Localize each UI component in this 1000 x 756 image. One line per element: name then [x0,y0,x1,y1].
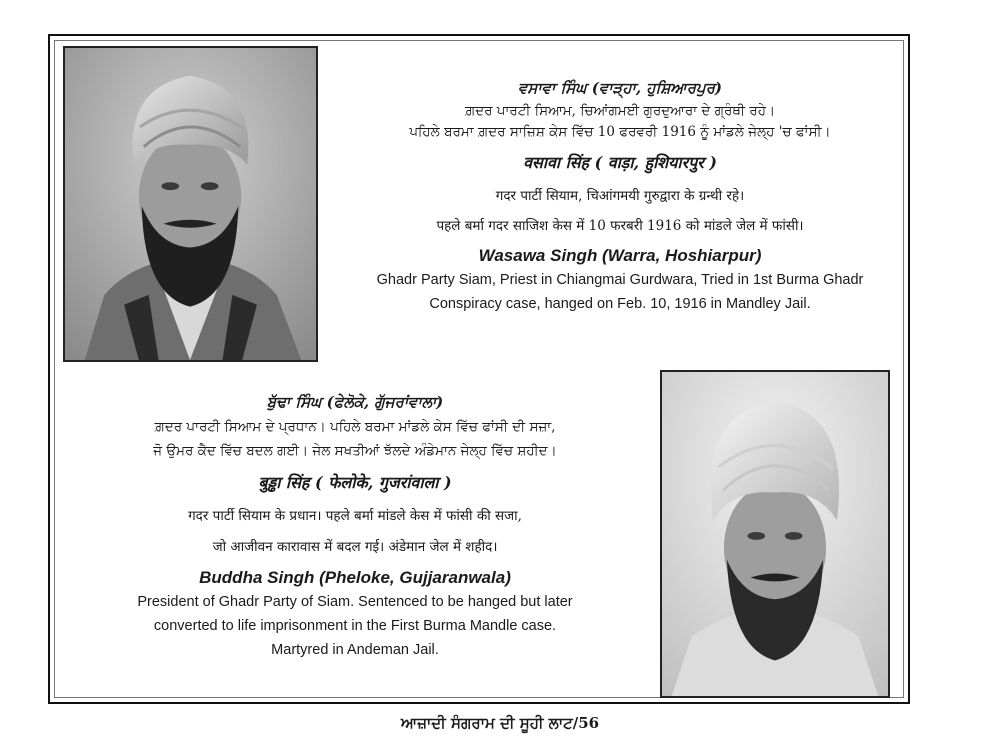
page-footer: ਆਜ਼ਾਦੀ ਸੰਗਰਾਮ ਦੀ ਸੂਹੀ ਲਾਟ/56 [400,714,600,732]
gurmukhi-name: ਵਸਾਵਾ ਸਿੰਘ (ਵਾੜ੍ਹਾ, ਹੁਸ਼ਿਆਰਪੁਰ) [517,79,722,97]
hindi-name: बुड्ढा सिंह ( फेलोके, गुजरांवाला ) [258,473,452,492]
gurmukhi-line: ਗ਼ਦਰ ਪਾਰਟੀ ਸਿਆਮ ਦੇ ਪ੍ਰਧਾਨ। ਪਹਿਲੇ ਬਰਮਾ ਮਾਂਡਲੇ ਕੇਸ ਵਿੱਚ ਫਾਂਸੀ ਦੀ ਸਜ਼ਾ, [154,419,556,435]
gurmukhi-line: ਪਹਿਲੇ ਬਰਮਾ ਗ਼ਦਰ ਸਾਜ਼ਿਸ਼ ਕੇਸ ਵਿੱਚ 10 ਫਰਵਰੀ 1916 ਨੂੰ ਮਾਂਡਲੇ ਜੇਲ੍ਹ 'ਚ ਫਾਂਸੀ। [409,124,831,140]
hindi-line: पहले बर्मा गदर साजिश केस में 10 फरबरी 1916 को मांडले जेल में फांसी। [436,218,804,234]
gurmukhi-line: ਗ਼ਦਰ ਪਾਰਟੀ ਸਿਆਮ, ਚਿਆਂਗਮਈ ਗੁਰਦੁਆਰਾ ਦੇ ਗ੍ਰੰਥੀ ਰਹੇ। [464,103,776,119]
portrait-wasawa-singh [63,46,318,362]
english-name: Buddha Singh (Pheloke, Gujjaranwala) [199,568,511,587]
english-line: President of Ghadr Party of Siam. Sentenced to be hanged but later [137,594,573,610]
bio-wasawa-singh [330,78,910,316]
gurmukhi-line: ਜੋ ਉਮਰ ਕੈਦ ਵਿੱਚ ਬਦਲ ਗਈ। ਜੇਲ ਸਖਤੀਆਂ ਝੱਲਦੇ ਅੰਡੇਮਾਨ ਜੇਲ੍ਹ ਵਿੱਚ ਸ਼ਹੀਦ। [153,443,557,459]
bio-buddha-singh [60,392,650,662]
hindi-line: गदर पार्टी सियाम, चिआंगमयी गुरुद्वारा के ग्रन्थी रहे। [495,188,745,204]
hindi-line: जो आजीवन कारावास में बदल गई। अंडेमान जेल में शहीद। [212,539,498,555]
hindi-name: वसावा सिंह ( वाड़ा, हुशियारपुर ) [523,153,717,172]
gurmukhi-name: ਬੁੱਢਾ ਸਿੰਘ (ਫੇਲੋਕੇ, ਗੁੱਜਰਾਂਵਾਲਾ) [266,393,444,411]
hindi-line: गदर पार्टी सियाम के प्रधान। पहले बर्मा मांडले केस में फांसी की सजा, [188,508,522,524]
english-name: Wasawa Singh (Warra, Hoshiarpur) [478,246,762,265]
english-line: Conspiracy case, hanged on Feb. 10, 1916 in Mandley Jail. [429,296,811,312]
portrait-buddha-singh [660,370,890,698]
english-line: converted to life imprisonment in the First Burma Mandle case. [153,618,557,634]
english-line: Ghadr Party Siam, Priest in Chiangmai Gurdwara, Tried in 1st Burma Ghadr [376,272,864,288]
english-line: Martyred in Andeman Jail. [271,642,439,658]
